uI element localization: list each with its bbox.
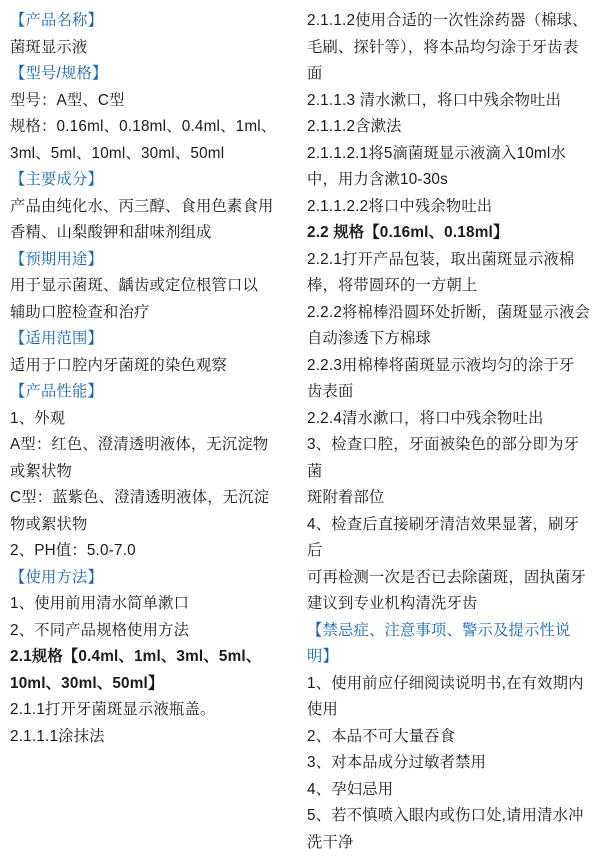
body-line: 2.1.1.1涂抹法 (10, 724, 293, 751)
body-line: 规格：0.16ml、0.18ml、0.4ml、1ml、 (10, 114, 293, 141)
body-line: 3ml、5ml、10ml、30ml、50ml (10, 141, 293, 168)
body-line: 2.1.1.2.1将5滴菌斑显示液滴入10ml水 (307, 141, 590, 168)
section-heading: 【产品名称】 (10, 8, 293, 35)
body-line: 建议到专业机构清洗牙齿 (307, 591, 590, 618)
body-line: 3、对本品成分过敏者禁用 (307, 750, 590, 777)
body-line: 齿表面 (307, 379, 590, 406)
body-line-bold: 10ml、30ml、50ml】 (10, 671, 293, 698)
body-line: 毛刷、探针等），将本品均匀涂于牙齿表面 (307, 35, 590, 88)
body-line: 2.2.3用棉棒将菌斑显示液均匀的涂于牙 (307, 353, 590, 380)
body-line: 5、若不慎喷入眼内或伤口处,请用清水冲 (307, 803, 590, 830)
body-line: 物或絮状物 (10, 512, 293, 539)
body-line: 2、不同产品规格使用方法 (10, 618, 293, 645)
body-line: 1、外观 (10, 406, 293, 433)
body-line: 或絮状物 (10, 459, 293, 486)
right-column (307, 8, 590, 701)
body-line: 产品由纯化水、丙三醇、食用色素食用 (10, 194, 293, 221)
body-line: 使用 (307, 697, 590, 724)
body-line: 型号：A型、C型 (10, 88, 293, 115)
body-line: 棒，将带圆环的一方朝上 (307, 273, 590, 300)
body-line: C型：蓝紫色、澄清透明液体，无沉淀 (10, 485, 293, 512)
body-line: 4、孕妇忌用 (307, 777, 590, 804)
section-heading: 【型号/规格】 (10, 61, 293, 88)
body-line: 2.1.1.2使用合适的一次性涂药器（棉球、 (307, 8, 590, 35)
section-heading: 【预期用途】 (10, 247, 293, 274)
body-line: 中，用力含漱10-30s (307, 167, 590, 194)
body-line: 香精、山梨酸钾和甜味剂组成 (10, 220, 293, 247)
body-line: 2.1.1打开牙菌斑显示液瓶盖。 (10, 697, 293, 724)
body-line: 2.2.4清水漱口，将口中残余物吐出 (307, 406, 590, 433)
section-heading: 【使用方法】 (10, 565, 293, 592)
body-line: 2.2.1打开产品包装，取出菌斑显示液棉 (307, 247, 590, 274)
body-line: 2.2.2将棉棒沿圆环处折断，菌斑显示液会 (307, 300, 590, 327)
section-heading: 【适用范围】 (10, 326, 293, 353)
left-column (10, 8, 293, 701)
section-heading: 【主要成分】 (10, 167, 293, 194)
body-line: 3、检查口腔，牙面被染色的部分即为牙菌 (307, 432, 590, 485)
body-line: 用于显示菌斑、龋齿或定位根管口以 (10, 273, 293, 300)
body-line: 1、使用前用清水简单漱口 (10, 591, 293, 618)
body-line-bold: 2.1规格【0.4ml、1ml、3ml、5ml、 (10, 644, 293, 671)
section-heading: 【禁忌症、注意事项、警示及提示性说明】 (307, 618, 590, 671)
body-line: 2.1.1.2含漱法 (307, 114, 590, 141)
body-line-bold: 2.2 规格【0.16ml、0.18ml】 (307, 220, 590, 247)
body-line: 适用于口腔内牙菌斑的染色观察 (10, 353, 293, 380)
body-line: 自动渗透下方棉球 (307, 326, 590, 353)
body-line: 2.1.1.3 清水漱口，将口中残余物吐出 (307, 88, 590, 115)
section-heading: 【产品性能】 (10, 379, 293, 406)
body-line: A型：红色、澄清透明液体，无沉淀物 (10, 432, 293, 459)
body-line: 辅助口腔检查和治疗 (10, 300, 293, 327)
body-line: 可再检测一次是否已去除菌斑，固执菌牙 (307, 565, 590, 592)
body-line: 2、PH值：5.0-7.0 (10, 538, 293, 565)
body-line: 斑附着部位 (307, 485, 590, 512)
body-line: 1、使用前应仔细阅读说明书,在有效期内 (307, 671, 590, 698)
body-line: 2.1.1.2.2将口中残余物吐出 (307, 194, 590, 221)
body-line: 洗干净 (307, 830, 590, 856)
body-line: 4、检查后直接刷牙清洁效果显著，刷牙后 (307, 512, 590, 565)
body-line: 菌斑显示液 (10, 35, 293, 62)
body-line: 2、本品不可大量吞食 (307, 724, 590, 751)
